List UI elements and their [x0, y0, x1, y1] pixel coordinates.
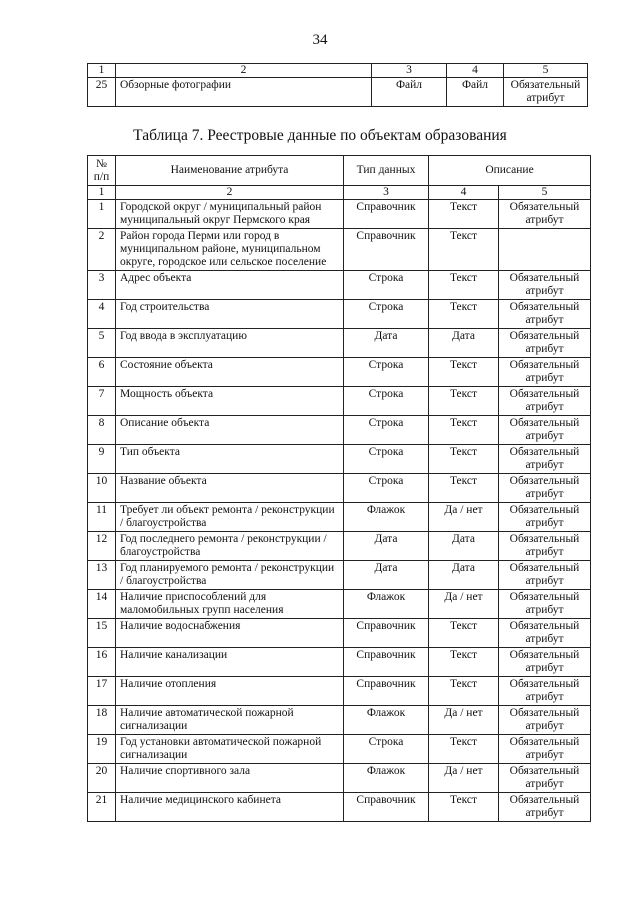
row-number: 10	[88, 474, 116, 503]
table-row	[88, 590, 591, 619]
data-type: Строка	[344, 358, 429, 387]
data-type: Справочник	[344, 619, 429, 648]
col-number: 4	[429, 186, 499, 200]
description-requirement: Обязательный атрибут	[499, 445, 591, 474]
description-requirement: Обязательный атрибут	[499, 358, 591, 387]
description-format: Текст	[429, 793, 499, 822]
attribute-name: Требует ли объект ремонта / реконструкции / благоустройства	[116, 503, 344, 532]
row-number: 19	[88, 735, 116, 764]
description-requirement: Обязательный атрибут	[499, 416, 591, 445]
row-number: 20	[88, 764, 116, 793]
data-type: Справочник	[344, 648, 429, 677]
column-number-row	[88, 64, 588, 78]
description-format: Текст	[429, 735, 499, 764]
table-row	[88, 229, 591, 271]
table-row	[88, 474, 591, 503]
row-number: 15	[88, 619, 116, 648]
table-row	[88, 532, 591, 561]
data-type: Строка	[344, 416, 429, 445]
table-row	[88, 300, 591, 329]
col-number: 5	[504, 64, 588, 78]
table-row	[88, 329, 591, 358]
header-num: № п/п	[88, 156, 116, 186]
attribute-name: Тип объекта	[116, 445, 344, 474]
data-type: Флажок	[344, 503, 429, 532]
attribute-name: Район города Перми или город в муниципальном районе, муниципальном округе, городское или сельское поселение	[116, 229, 344, 271]
continued-table	[87, 63, 588, 107]
table-row	[88, 706, 591, 735]
table-row	[88, 271, 591, 300]
row-number: 2	[88, 229, 116, 271]
attribute-name: Год последнего ремонта / реконструкции / благоустройства	[116, 532, 344, 561]
attribute-name: Городской округ / муниципальный район муниципальный округ Пермского края	[116, 200, 344, 229]
table-header-row	[88, 156, 591, 186]
description-format: Текст	[429, 648, 499, 677]
row-number: 3	[88, 271, 116, 300]
attribute-name: Мощность объекта	[116, 387, 344, 416]
table-row	[88, 619, 591, 648]
description-requirement: Обязательный атрибут	[499, 200, 591, 229]
col-number: 2	[116, 186, 344, 200]
description-requirement: Обязательный атрибут	[504, 78, 588, 107]
data-type: Дата	[344, 561, 429, 590]
description-requirement: Обязательный атрибут	[499, 300, 591, 329]
description-format: Текст	[429, 229, 499, 271]
data-type: Строка	[344, 387, 429, 416]
description-requirement: Обязательный атрибут	[499, 561, 591, 590]
table-row	[88, 764, 591, 793]
data-type: Дата	[344, 329, 429, 358]
attribute-name: Наличие отопления	[116, 677, 344, 706]
attribute-name: Наличие канализации	[116, 648, 344, 677]
description-format: Текст	[429, 358, 499, 387]
attribute-name: Обзорные фотографии	[116, 78, 372, 107]
data-type: Строка	[344, 271, 429, 300]
attribute-name: Состояние объекта	[116, 358, 344, 387]
description-format: Дата	[429, 561, 499, 590]
description-format: Да / нет	[429, 590, 499, 619]
description-requirement: Обязательный атрибут	[499, 764, 591, 793]
description-format: Текст	[429, 416, 499, 445]
description-requirement: Обязательный атрибут	[499, 735, 591, 764]
description-format: Да / нет	[429, 764, 499, 793]
row-number: 11	[88, 503, 116, 532]
attribute-name: Наличие медицинского кабинета	[116, 793, 344, 822]
registry-table	[87, 155, 591, 822]
table-title: Таблица 7. Реестровые данные по объектам образования	[133, 127, 507, 144]
row-number: 16	[88, 648, 116, 677]
attribute-name: Год ввода в эксплуатацию	[116, 329, 344, 358]
data-type: Строка	[344, 300, 429, 329]
table-row	[88, 200, 591, 229]
table-row	[88, 78, 588, 107]
description-requirement: Обязательный атрибут	[499, 387, 591, 416]
description-format: Текст	[429, 200, 499, 229]
row-number: 18	[88, 706, 116, 735]
attribute-name: Наличие приспособлений для маломобильных групп населения	[116, 590, 344, 619]
col-number: 1	[88, 64, 116, 78]
attribute-name: Наличие автоматической пожарной сигнализации	[116, 706, 344, 735]
data-type: Флажок	[344, 590, 429, 619]
data-type: Строка	[344, 735, 429, 764]
description-requirement: Обязательный атрибут	[499, 532, 591, 561]
description-requirement: Обязательный атрибут	[499, 271, 591, 300]
header-description: Описание	[429, 156, 591, 186]
attribute-name: Год планируемого ремонта / реконструкции / благоустройства	[116, 561, 344, 590]
table-row	[88, 648, 591, 677]
data-type: Файл	[372, 78, 447, 107]
description-format: Текст	[429, 445, 499, 474]
attribute-name: Описание объекта	[116, 416, 344, 445]
row-number: 25	[88, 78, 116, 107]
attribute-name: Наличие водоснабжения	[116, 619, 344, 648]
row-number: 14	[88, 590, 116, 619]
table-row	[88, 677, 591, 706]
description-requirement: Обязательный атрибут	[499, 474, 591, 503]
row-number: 9	[88, 445, 116, 474]
header-name: Наименование атрибута	[116, 156, 344, 186]
attribute-name: Наличие спортивного зала	[116, 764, 344, 793]
description-requirement: Обязательный атрибут	[499, 793, 591, 822]
table-row	[88, 735, 591, 764]
description-format: Да / нет	[429, 503, 499, 532]
attribute-name: Год установки автоматической пожарной сигнализации	[116, 735, 344, 764]
attribute-name: Название объекта	[116, 474, 344, 503]
table-row	[88, 387, 591, 416]
description-format: Текст	[429, 474, 499, 503]
row-number: 17	[88, 677, 116, 706]
description-format: Текст	[429, 271, 499, 300]
table-row	[88, 561, 591, 590]
row-number: 21	[88, 793, 116, 822]
data-type: Строка	[344, 474, 429, 503]
description-format: Текст	[429, 387, 499, 416]
description-format: Да / нет	[429, 706, 499, 735]
col-number: 4	[447, 64, 504, 78]
description-format: Текст	[429, 677, 499, 706]
description-requirement: Обязательный атрибут	[499, 648, 591, 677]
table-row	[88, 503, 591, 532]
col-number: 2	[116, 64, 372, 78]
description-requirement: Обязательный атрибут	[499, 503, 591, 532]
data-type: Флажок	[344, 706, 429, 735]
data-type: Справочник	[344, 200, 429, 229]
table-row	[88, 416, 591, 445]
row-number: 5	[88, 329, 116, 358]
data-type: Справочник	[344, 229, 429, 271]
data-type: Флажок	[344, 764, 429, 793]
data-type: Справочник	[344, 793, 429, 822]
description-requirement	[499, 229, 591, 271]
header-type: Тип данных	[344, 156, 429, 186]
table-row	[88, 358, 591, 387]
table-row	[88, 445, 591, 474]
data-type: Строка	[344, 445, 429, 474]
col-number: 3	[372, 64, 447, 78]
row-number: 6	[88, 358, 116, 387]
row-number: 8	[88, 416, 116, 445]
row-number: 7	[88, 387, 116, 416]
attribute-name: Год строительства	[116, 300, 344, 329]
description-requirement: Обязательный атрибут	[499, 329, 591, 358]
description-format: Файл	[447, 78, 504, 107]
table-row	[88, 793, 591, 822]
col-number: 1	[88, 186, 116, 200]
row-number: 13	[88, 561, 116, 590]
description-format: Дата	[429, 532, 499, 561]
description-requirement: Обязательный атрибут	[499, 706, 591, 735]
description-format: Текст	[429, 300, 499, 329]
column-number-row	[88, 186, 591, 200]
description-format: Текст	[429, 619, 499, 648]
description-requirement: Обязательный атрибут	[499, 619, 591, 648]
description-format: Дата	[429, 329, 499, 358]
data-type: Дата	[344, 532, 429, 561]
col-number: 5	[499, 186, 591, 200]
row-number: 1	[88, 200, 116, 229]
data-type: Справочник	[344, 677, 429, 706]
description-requirement: Обязательный атрибут	[499, 677, 591, 706]
row-number: 12	[88, 532, 116, 561]
row-number: 4	[88, 300, 116, 329]
page-number: 34	[312, 32, 328, 48]
description-requirement: Обязательный атрибут	[499, 590, 591, 619]
attribute-name: Адрес объекта	[116, 271, 344, 300]
col-number: 3	[344, 186, 429, 200]
